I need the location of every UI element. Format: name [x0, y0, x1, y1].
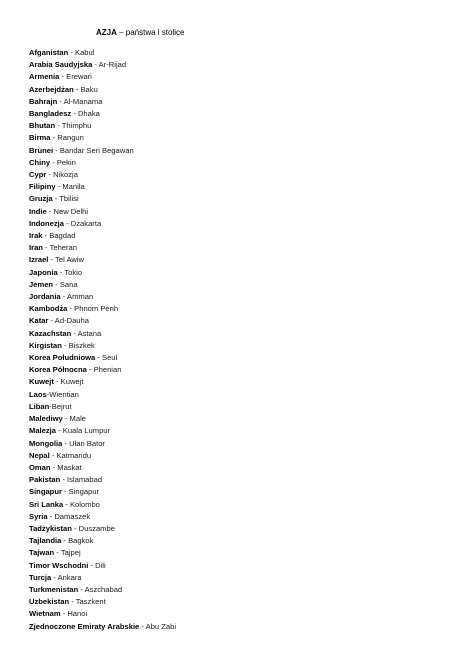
- country-name: Syria: [29, 511, 48, 521]
- capital-name: Abu Zabi: [145, 621, 177, 631]
- country-name: Chiny: [29, 157, 51, 167]
- separator: -: [73, 84, 81, 94]
- capital-name: Phenian: [93, 365, 122, 375]
- country-name: Zjednoczone Emiraty Arabskie: [29, 621, 140, 631]
- country-name: Laos: [29, 389, 47, 399]
- separator: -: [71, 523, 79, 533]
- list-item: [29, 608, 176, 620]
- list-item: [29, 328, 176, 340]
- country-name: Brunei: [29, 145, 54, 155]
- separator: -: [92, 60, 99, 70]
- list-item: [29, 438, 176, 450]
- page-title: [96, 28, 184, 38]
- separator: -: [69, 597, 76, 607]
- list-item: [29, 621, 176, 633]
- list-item: [29, 71, 176, 83]
- list-item: [29, 315, 176, 327]
- separator: -: [49, 450, 57, 460]
- capital-name: Wientian: [49, 389, 79, 399]
- list-item: [29, 193, 176, 205]
- capital-name: Ankara: [57, 572, 82, 582]
- separator: -: [52, 194, 60, 204]
- separator: -: [86, 365, 94, 375]
- separator: -: [63, 499, 70, 509]
- country-name: Sri Lanka: [29, 499, 64, 509]
- separator: -: [71, 328, 78, 338]
- capital-name: Male: [69, 414, 86, 424]
- capital-name: Manila: [62, 182, 85, 192]
- country-name: Jordania: [29, 292, 61, 302]
- country-name: Bahrajn: [29, 96, 58, 106]
- capital-name: Dili: [95, 560, 106, 570]
- capital-name: Pekin: [56, 157, 76, 167]
- separator: -: [50, 462, 58, 472]
- capital-name: Seul: [102, 353, 118, 363]
- separator: -: [51, 572, 58, 582]
- capital-name: Erewań: [66, 72, 92, 82]
- country-name: Kambodża: [29, 304, 68, 314]
- separator: -: [48, 255, 56, 265]
- capital-name: Ułan Bator: [69, 438, 105, 448]
- capital-name: Tokio: [64, 267, 83, 277]
- capital-name: Nikozja: [53, 170, 78, 180]
- country-name: Iran: [29, 243, 43, 253]
- list-item: [29, 462, 176, 474]
- separator: -: [68, 48, 75, 57]
- capital-name: Dhaka: [77, 109, 100, 119]
- separator: -: [71, 109, 78, 119]
- separator: -: [42, 231, 50, 241]
- list-item: [29, 425, 176, 437]
- capital-name: Bandar Seri Begawan: [59, 145, 134, 155]
- capital-name: Astana: [77, 328, 102, 338]
- separator: -: [78, 584, 85, 594]
- separator: -: [62, 438, 70, 448]
- list-item: [29, 572, 176, 584]
- capital-name: Bejrut: [51, 401, 72, 411]
- country-name: Pakistan: [29, 475, 61, 485]
- list-item: [29, 340, 176, 352]
- separator: -: [95, 353, 102, 363]
- capital-name: New Delhi: [53, 206, 89, 216]
- capital-name: Damaszek: [54, 511, 91, 521]
- country-name: Izrael: [29, 255, 49, 265]
- capital-name: Ar-Rijad: [98, 60, 127, 70]
- list-item: [29, 486, 176, 498]
- capital-name: Islamabad: [67, 475, 103, 485]
- country-name: Tajlandia: [29, 536, 62, 546]
- list-item: [29, 132, 176, 144]
- list-item: [29, 389, 176, 401]
- capital-name: Tbilisi: [59, 194, 79, 204]
- country-name: Bhutan: [29, 121, 56, 131]
- separator: -: [53, 377, 61, 387]
- country-name: Korea Południowa: [29, 353, 96, 363]
- capital-name: Katmandu: [56, 450, 92, 460]
- list-item: [29, 523, 176, 535]
- country-name: Katar: [29, 316, 49, 326]
- separator: -: [53, 279, 60, 289]
- separator: -: [67, 304, 75, 314]
- list-item: [29, 291, 176, 303]
- separator: -: [55, 121, 62, 131]
- list-item: [29, 401, 176, 413]
- country-name: Armenia: [29, 72, 60, 82]
- capital-name: Bagdad: [49, 231, 76, 241]
- separator: -: [50, 157, 57, 167]
- capital-name: Bagkok: [68, 536, 94, 546]
- capital-name: Phnom Penh: [74, 304, 119, 314]
- capital-name: Kuwejt: [60, 377, 84, 387]
- capital-name: Kolombo: [69, 499, 100, 509]
- capital-name: Aszchabad: [84, 584, 123, 594]
- capital-name: Kabul: [75, 48, 95, 57]
- list-item: [29, 96, 176, 108]
- country-name: Azerbejdżan: [29, 84, 74, 94]
- separator: -: [60, 292, 67, 302]
- country-name: Timor Wschodni: [29, 560, 89, 570]
- capital-name: Thimphu: [61, 121, 92, 131]
- separator: -: [55, 182, 63, 192]
- capital-name: Maskat: [57, 462, 82, 472]
- separator: -: [54, 548, 61, 558]
- country-name: Afganistan: [29, 48, 69, 57]
- capital-name: Dżakarta: [70, 218, 102, 228]
- list-item: [29, 413, 176, 425]
- country-name: Kirgistan: [29, 340, 62, 350]
- separator: -: [46, 170, 54, 180]
- separator: -: [62, 414, 70, 424]
- country-capital-list: [29, 47, 176, 633]
- separator: -: [48, 316, 55, 326]
- list-item: [29, 157, 176, 169]
- list-item: [29, 59, 176, 71]
- list-item: [29, 108, 176, 120]
- separator: -: [47, 511, 55, 521]
- capital-name: Rangun: [57, 133, 84, 143]
- separator: -: [57, 267, 65, 277]
- list-item: [29, 535, 176, 547]
- separator: -: [60, 609, 68, 619]
- list-item: [29, 303, 176, 315]
- separator: -: [64, 218, 71, 228]
- capital-name: Sana: [59, 279, 78, 289]
- separator: -: [59, 72, 67, 82]
- separator: -: [50, 133, 58, 143]
- separator: -: [61, 536, 69, 546]
- country-name: Nepal: [29, 450, 50, 460]
- country-name: Korea Północna: [29, 365, 87, 375]
- separator: -: [61, 340, 69, 350]
- separator: -: [49, 401, 52, 411]
- separator: -: [42, 243, 50, 253]
- list-item: [29, 499, 176, 511]
- country-name: Gruzja: [29, 194, 53, 204]
- list-item: [29, 352, 176, 364]
- list-item: [29, 218, 176, 230]
- list-item: [29, 120, 176, 132]
- capital-name: Al-Manama: [63, 96, 103, 106]
- capital-name: Amman: [67, 292, 94, 302]
- list-item: [29, 169, 176, 181]
- list-item: [29, 511, 176, 523]
- country-name: Kazachstan: [29, 328, 72, 338]
- separator: -: [46, 206, 54, 216]
- list-item: [29, 181, 176, 193]
- country-name: Uzbekistan: [29, 597, 70, 607]
- country-name: Tadżykistan: [29, 523, 72, 533]
- country-name: Malezja: [29, 426, 57, 436]
- capital-name: Kuala Lumpur: [62, 426, 111, 436]
- country-name: Indonezja: [29, 218, 65, 228]
- list-item: [29, 254, 176, 266]
- country-name: Jemen: [29, 279, 54, 289]
- separator: -: [53, 145, 60, 155]
- capital-name: Duszambe: [78, 523, 115, 533]
- capital-name: Tel Awiw: [55, 255, 85, 265]
- separator: -: [88, 560, 96, 570]
- country-name: Indie: [29, 206, 47, 216]
- title-bold: AZJA: [96, 28, 117, 37]
- capital-name: Tajpej: [60, 548, 81, 558]
- capital-name: Baku: [80, 84, 98, 94]
- country-name: Filipiny: [29, 182, 56, 192]
- country-name: Birma: [29, 133, 51, 143]
- capital-name: Hanoi: [67, 609, 88, 619]
- country-name: Singapur: [29, 487, 62, 497]
- capital-name: Ad-Dauha: [54, 316, 89, 326]
- list-item: [29, 279, 176, 291]
- capital-name: Singapur: [68, 487, 100, 497]
- list-item: [29, 267, 176, 279]
- country-name: Bangladesz: [29, 109, 72, 119]
- capital-name: Taszkent: [75, 597, 106, 607]
- list-item: [29, 242, 176, 254]
- capital-name: Teheran: [49, 243, 78, 253]
- separator: -: [57, 96, 64, 106]
- separator: -: [61, 487, 69, 497]
- list-item: [29, 547, 176, 559]
- country-name: Japonia: [29, 267, 58, 277]
- list-item: [29, 364, 176, 376]
- separator: -: [56, 426, 63, 436]
- country-name: Kuwejt: [29, 377, 54, 387]
- country-name: Malediwy: [29, 414, 63, 424]
- list-item: [29, 474, 176, 486]
- country-name: Turkmenistan: [29, 584, 79, 594]
- list-item: [29, 376, 176, 388]
- separator: -: [60, 475, 67, 485]
- country-name: Tajwan: [29, 548, 55, 558]
- country-name: Turcja: [29, 572, 52, 582]
- list-item: [29, 230, 176, 242]
- list-item: [29, 560, 176, 572]
- country-name: Liban: [29, 401, 50, 411]
- list-item: [29, 84, 176, 96]
- list-item: [29, 596, 176, 608]
- list-item: [29, 47, 176, 59]
- country-name: Wietnam: [29, 609, 61, 619]
- title-rest: – państwa i stolice: [116, 28, 185, 37]
- separator: -: [46, 389, 50, 399]
- list-item: [29, 145, 176, 157]
- list-item: [29, 584, 176, 596]
- country-name: Arabia Saudyjska: [29, 60, 93, 70]
- country-name: Oman: [29, 462, 51, 472]
- capital-name: Biszkek: [68, 340, 95, 350]
- separator: -: [139, 621, 146, 631]
- list-item: [29, 450, 176, 462]
- country-name: Cypr: [29, 170, 47, 180]
- country-name: Irak: [29, 231, 43, 241]
- list-item: [29, 206, 176, 218]
- country-name: Mongolia: [29, 438, 63, 448]
